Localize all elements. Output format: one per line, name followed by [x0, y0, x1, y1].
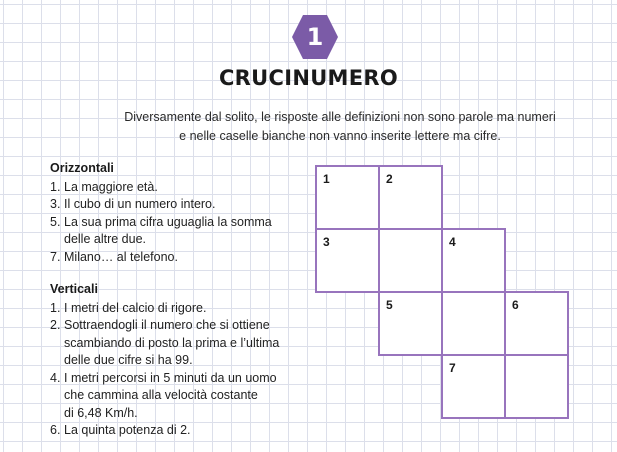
clue-text: La quinta potenza di 2. — [64, 423, 191, 437]
clue-text: Sottraendogli il numero che si ottiene scambiando di posto la prima e l’ultima delle due cifre si ha 99. — [64, 318, 280, 367]
cell-number: 5 — [386, 298, 393, 312]
crossword-cell[interactable] — [441, 354, 506, 419]
clue-text: La sua prima cifra uguaglia la somma delle altre due. — [64, 214, 272, 246]
crossword-cell[interactable] — [378, 291, 443, 356]
clue-vertical-6 — [50, 422, 279, 440]
clue-text: I metri del calcio di rigore. — [64, 300, 207, 315]
horizontal-clues — [50, 160, 272, 266]
clue-number: 7. — [50, 249, 61, 264]
cell-number: 7 — [449, 361, 456, 375]
cell-number: 1 — [323, 172, 330, 186]
clue-vertical-1 — [50, 300, 279, 318]
cell-number: 6 — [512, 298, 519, 312]
instructions — [60, 108, 617, 146]
horizontal-heading: Orizzontali — [50, 161, 114, 175]
crossword-cell[interactable] — [315, 165, 380, 230]
crossword-cell[interactable] — [441, 228, 506, 293]
instructions-line: Diversamente dal solito, le risposte alle definizioni non sono parole ma numeri — [124, 110, 556, 124]
clue-number: 5. — [50, 214, 61, 229]
vertical-clues — [50, 281, 279, 440]
clue-text: Il cubo di un numero intero. — [64, 197, 216, 211]
clue-vertical-4 — [50, 370, 279, 423]
crossword-cell[interactable] — [504, 291, 569, 356]
clue-text: I metri percorsi in 5 minuti da un uomo che cammina alla velocità costante di 6,48 Km/h. — [64, 370, 277, 420]
instructions-line: e nelle caselle bianche non vanno inserite lettere ma cifre. — [179, 129, 501, 143]
clue-horizontal-7 — [50, 249, 272, 267]
crossword-cell[interactable] — [504, 354, 569, 419]
clue-number: 1. — [50, 300, 61, 315]
clue-text: La maggiore età. — [64, 179, 158, 194]
clue-horizontal-5 — [50, 214, 272, 249]
puzzle-number-badge — [291, 14, 339, 60]
clue-vertical-2 — [50, 317, 279, 370]
puzzle-number: 1 — [306, 23, 324, 51]
clue-number: 2. — [50, 318, 61, 332]
page-title: CRUCINUMERO — [218, 66, 399, 90]
clue-horizontal-1 — [50, 179, 272, 197]
vertical-heading: Verticali — [50, 282, 98, 296]
crossword-cell[interactable] — [315, 228, 380, 293]
clue-text: Milano… al telefono. — [64, 249, 178, 264]
cell-number: 2 — [386, 172, 393, 186]
crossword-cell[interactable] — [378, 165, 443, 230]
clue-number: 4. — [50, 370, 61, 385]
crossword-cell[interactable] — [441, 291, 506, 356]
cell-number: 4 — [449, 235, 456, 249]
crossword-cell[interactable] — [378, 228, 443, 293]
clue-horizontal-3 — [50, 196, 272, 214]
cell-number: 3 — [323, 235, 330, 249]
clue-number: 3. — [50, 197, 61, 211]
clue-number: 1. — [50, 179, 61, 194]
clue-number: 6. — [50, 423, 61, 437]
